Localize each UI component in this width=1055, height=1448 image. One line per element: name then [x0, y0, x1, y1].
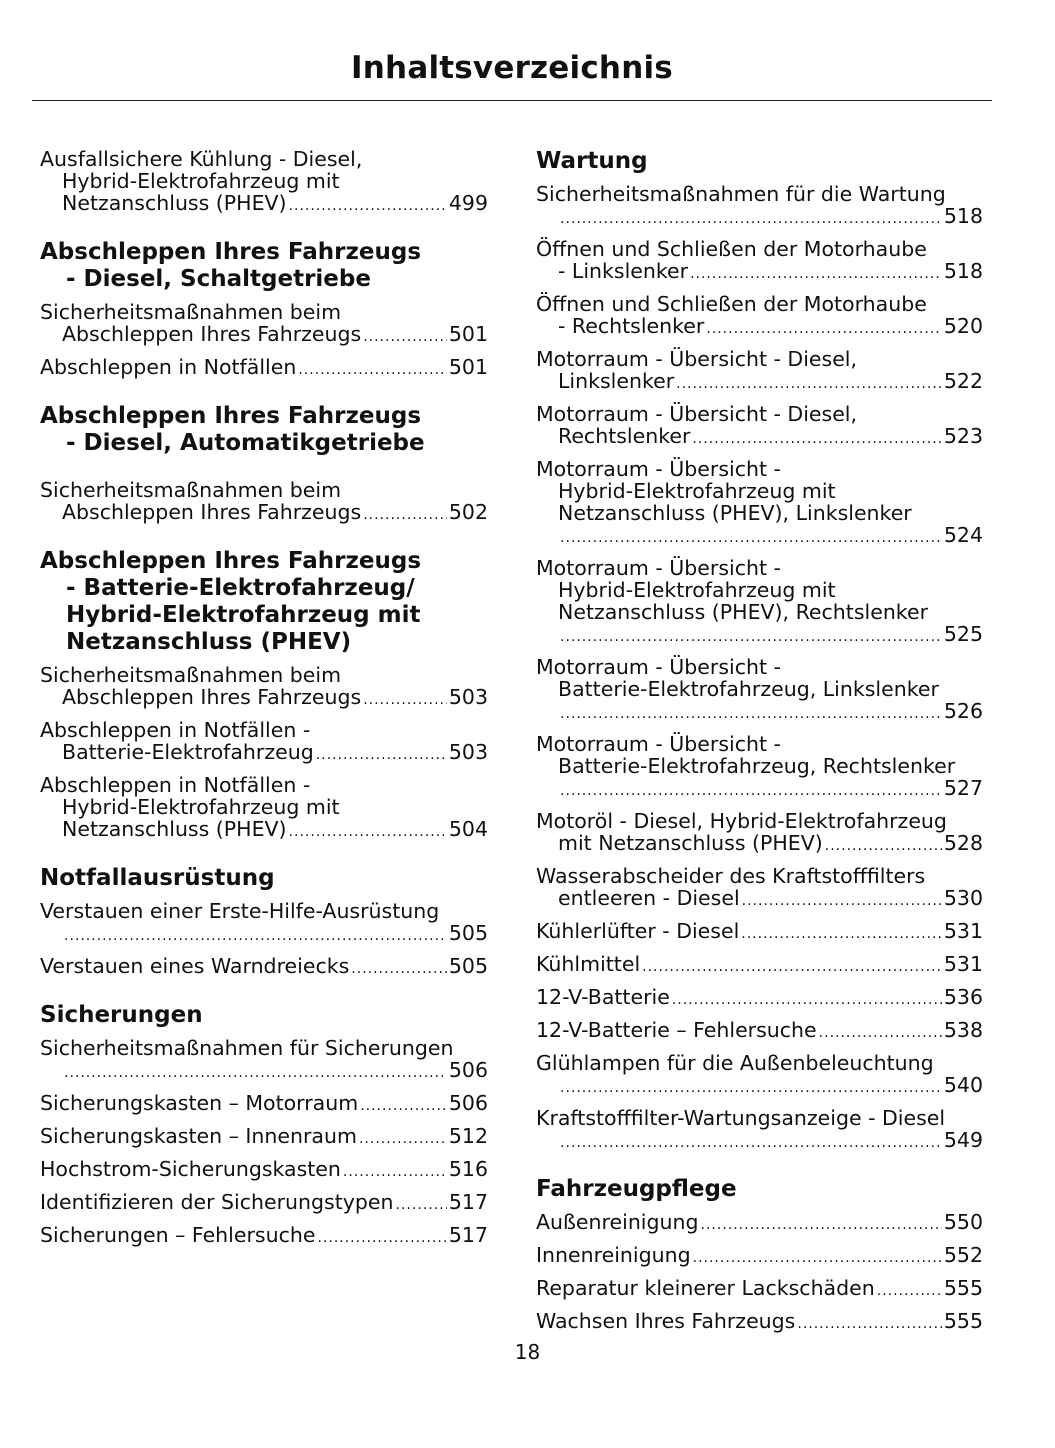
- toc-entry-text: Abschleppen Ihres Fahrzeugs: [62, 500, 362, 524]
- toc-entry-text: Abschleppen in Notfällen: [40, 355, 297, 379]
- toc-entry-kuehlmittel[interactable]: [536, 953, 983, 978]
- toc-entry-abschleppen-in-notfaellen[interactable]: [40, 356, 488, 381]
- toc-entry-sicherheitsmassnahmen-fuer-die-wartung[interactable]: [536, 183, 983, 230]
- section-heading-fahrzeugpflege: [536, 1176, 983, 1203]
- toc-entry-text: Sicherheitsmaßnahmen für Sicherungen: [40, 1036, 454, 1060]
- toc-entry-text: Kühlmittel: [536, 952, 641, 976]
- toc-entry-text: Linkslenker: [558, 369, 675, 393]
- toc-entry-text: Batterie-Elektrofahrzeug, Rechtslenker: [558, 754, 956, 778]
- toc-entry-text: Batterie-Elektrofahrzeug: [62, 740, 314, 764]
- section-heading-line: Sicherungen: [40, 1002, 203, 1028]
- toc-page-number: 530: [943, 886, 983, 910]
- toc-page-number: 549: [943, 1128, 983, 1152]
- dot-leader: [560, 703, 942, 725]
- dot-leader: [560, 780, 942, 802]
- toc-entry-text: Reparatur kleinerer Lackschäden: [536, 1276, 875, 1300]
- toc-entry-text: Motorraum - Übersicht -: [536, 556, 781, 580]
- toc-entry-text: Hybrid-Elektrofahrzeug mit: [558, 479, 836, 503]
- section-heading-abschleppen-ihres-fahrzeugs-diesel-autom: [40, 403, 488, 457]
- toc-entry-text: entleeren - Diesel: [558, 886, 740, 910]
- dot-leader: [298, 359, 447, 381]
- toc-entry-kuehlerluefter-diesel[interactable]: [536, 920, 983, 945]
- toc-page-number: 526: [943, 699, 983, 723]
- dot-leader: [316, 744, 447, 766]
- dot-leader: [819, 1022, 942, 1044]
- toc-page-number: 522: [943, 369, 983, 393]
- section-heading-line: Hybrid-Elektrofahrzeug mit: [66, 602, 421, 628]
- toc-entry-wasserabscheider-des-kraftstofffilters-e[interactable]: [536, 865, 983, 912]
- toc-entry-abschleppen-in-notfaellen-batterie-elekt[interactable]: [40, 719, 488, 766]
- toc-entry-text: Hybrid-Elektrofahrzeug mit: [62, 795, 340, 819]
- toc-entry-text: 12-V-Batterie – Fehlersuche: [536, 1018, 817, 1042]
- dot-leader: [676, 373, 942, 395]
- section-heading-sicherungen: [40, 1002, 488, 1029]
- toc-entry-text: Motoröl - Diesel, Hybrid-Elektrofahrzeug: [536, 809, 947, 833]
- toc-entry-motorraum-uebersicht-diesel-rechtslenker[interactable]: [536, 403, 983, 450]
- toc-entry-12-v-batterie-fehlersuche[interactable]: [536, 1019, 983, 1044]
- toc-page-number: 505: [448, 921, 488, 945]
- section-heading-line: Abschleppen Ihres Fahrzeugs: [40, 403, 422, 429]
- toc-entry-hochstrom-sicherungskasten[interactable]: [40, 1158, 488, 1183]
- dot-leader: [642, 956, 942, 978]
- dot-leader: [560, 208, 942, 230]
- dot-leader: [693, 1247, 942, 1269]
- toc-entry-sicherheitsmassnahmen-beim-abschleppen-i[interactable]: [40, 479, 488, 526]
- dot-leader: [343, 1161, 447, 1183]
- toc-page-number: 499: [448, 191, 488, 215]
- toc-entry-text: Netzanschluss (PHEV), Linkslenker: [558, 501, 912, 525]
- toc-entry-oeffnen-und-schliessen-der-motorhaube-re[interactable]: [536, 293, 983, 340]
- toc-page-number: 555: [943, 1276, 983, 1300]
- dot-leader: [396, 1194, 447, 1216]
- toc-entry-text: Öffnen und Schließen der Motorhaube: [536, 292, 927, 316]
- toc-page-number: 502: [448, 500, 488, 524]
- toc-entry-ausfallsichere-kuehlung-diesel-hybrid-el[interactable]: [40, 148, 488, 217]
- toc-entry-reparatur-kleinerer-lackschaeden[interactable]: [536, 1277, 983, 1302]
- toc-entry-text: Batterie-Elektrofahrzeug, Linkslenker: [558, 677, 939, 701]
- toc-entry-text: Hybrid-Elektrofahrzeug mit: [62, 169, 340, 193]
- toc-entry-text: Sicherheitsmaßnahmen beim: [40, 663, 342, 687]
- dot-leader: [690, 263, 942, 285]
- dot-leader: [363, 504, 447, 526]
- toc-entry-text: Identifizieren der Sicherungstypen: [40, 1190, 394, 1214]
- toc-page-number: 525: [943, 622, 983, 646]
- toc-entry-identifizieren-der-sicherungstypen[interactable]: [40, 1191, 488, 1216]
- toc-entry-sicherheitsmassnahmen-beim-abschleppen-i[interactable]: [40, 664, 488, 711]
- toc-entry-kraftstofffilter-wartungsanzeige-diesel[interactable]: [536, 1107, 983, 1154]
- toc-entry-text: Hochstrom-Sicherungskasten: [40, 1157, 341, 1181]
- dot-leader: [64, 925, 447, 947]
- dot-leader: [317, 1227, 446, 1249]
- toc-page-number: 523: [943, 424, 983, 448]
- dot-leader: [560, 1077, 942, 1099]
- section-heading-line: Wartung: [536, 148, 648, 174]
- section-heading-wartung: [536, 148, 983, 175]
- toc-page-number: 536: [943, 985, 983, 1009]
- toc-entry-text: Verstauen eines Warndreiecks: [40, 954, 350, 978]
- toc-entry-text: Hybrid-Elektrofahrzeug mit: [558, 578, 836, 602]
- toc-entry-text: Öffnen und Schließen der Motorhaube: [536, 237, 927, 261]
- dot-leader: [560, 626, 942, 648]
- dot-leader: [360, 1095, 447, 1117]
- toc-page-number: 520: [943, 314, 983, 338]
- toc-entry-text: Motorraum - Übersicht -: [536, 655, 781, 679]
- toc-entry-motorraum-uebersicht-hybrid-elektrofahrz[interactable]: [536, 458, 983, 549]
- section-heading-line: - Diesel, Schaltgetriebe: [66, 266, 371, 292]
- toc-page-number: 518: [943, 204, 983, 228]
- page-header: [32, 36, 992, 101]
- toc-page-number: 504: [448, 817, 488, 841]
- section-heading-notfallausruestung: [40, 865, 488, 892]
- toc-page-number: 538: [943, 1018, 983, 1042]
- dot-leader: [64, 1062, 447, 1084]
- toc-entry-text: Sicherheitsmaßnahmen beim: [40, 300, 342, 324]
- toc-page-number: 540: [943, 1073, 983, 1097]
- toc-page-number: 516: [448, 1157, 488, 1181]
- toc-page-number: 550: [943, 1210, 983, 1234]
- dot-leader: [351, 958, 447, 980]
- toc-entry-text: Kühlerlüfter - Diesel: [536, 919, 740, 943]
- toc-entry-text: Motorraum - Übersicht -: [536, 732, 781, 756]
- toc-entry-text: mit Netzanschluss (PHEV): [558, 831, 823, 855]
- toc-entry-text: Abschleppen in Notfällen -: [40, 718, 311, 742]
- toc-entry-text: Ausfallsichere Kühlung - Diesel,: [40, 147, 363, 171]
- dot-leader: [701, 1214, 942, 1236]
- toc-entry-sicherungskasten-innenraum[interactable]: [40, 1125, 488, 1150]
- dot-leader: [560, 527, 942, 549]
- toc-entry-text: Innenreinigung: [536, 1243, 691, 1267]
- toc-page-number: 517: [448, 1190, 488, 1214]
- toc-page-number: 552: [943, 1243, 983, 1267]
- toc-left-column: [40, 148, 488, 1257]
- dot-leader: [289, 195, 447, 217]
- dot-leader: [672, 989, 942, 1011]
- toc-entry-text: Abschleppen Ihres Fahrzeugs: [62, 685, 362, 709]
- toc-entry-text: Glühlampen für die Außenbeleuchtung: [536, 1051, 934, 1075]
- section-heading-line: - Diesel, Automatikgetriebe: [66, 430, 425, 456]
- toc-entry-motorraum-uebersicht-batterie-elektrofah[interactable]: [536, 656, 983, 725]
- section-heading-abschleppen-ihres-fahrzeugs-batterie-ele: [40, 548, 488, 656]
- toc-entry-text: Motorraum - Übersicht -: [536, 457, 781, 481]
- toc-page-number: 503: [448, 740, 488, 764]
- section-heading-line: - Batterie-Elektrofahrzeug/: [66, 575, 415, 601]
- toc-entry-verstauen-einer-erste-hilfe-ausruestung[interactable]: [40, 900, 488, 947]
- toc-entry-text: Abschleppen in Notfällen -: [40, 773, 311, 797]
- dot-leader: [359, 1128, 447, 1150]
- toc-entry-innenreinigung[interactable]: [536, 1244, 983, 1269]
- toc-entry-text: Wasserabscheider des Kraftstofffilters: [536, 864, 926, 888]
- dot-leader: [741, 923, 942, 945]
- dot-leader: [289, 821, 447, 843]
- toc-entry-gluehlampen-fuer-die-aussenbeleuchtung[interactable]: [536, 1052, 983, 1099]
- toc-entry-text: Sicherheitsmaßnahmen für die Wartung: [536, 182, 946, 206]
- dot-leader: [363, 689, 447, 711]
- dot-leader: [692, 428, 941, 450]
- toc-entry-text: Kraftstofffilter-Wartungsanzeige - Diesel: [536, 1106, 946, 1130]
- toc-entry-abschleppen-in-notfaellen-hybrid-elektro[interactable]: [40, 774, 488, 843]
- toc-page-number: 518: [943, 259, 983, 283]
- toc-entry-motoroel-diesel-hybrid-elektrofahrzeug-m[interactable]: [536, 810, 983, 857]
- toc-page-number: 512: [448, 1124, 488, 1148]
- toc-entry-motorraum-uebersicht-diesel-linkslenker[interactable]: [536, 348, 983, 395]
- toc-entry-text: Netzanschluss (PHEV): [62, 191, 287, 215]
- toc-right-column: [536, 148, 983, 1343]
- toc-entry-sicherungen-fehlersuche[interactable]: [40, 1224, 488, 1249]
- toc-page-number: 528: [943, 831, 983, 855]
- toc-entry-wachsen-ihres-fahrzeugs[interactable]: [536, 1310, 983, 1335]
- dot-leader: [742, 890, 942, 912]
- toc-page-number: 506: [448, 1091, 488, 1115]
- toc-entry-text: Abschleppen Ihres Fahrzeugs: [62, 322, 362, 346]
- section-heading-line: Fahrzeugpflege: [536, 1176, 737, 1202]
- toc-page-number: 555: [943, 1309, 983, 1333]
- toc-entry-sicherungskasten-motorraum[interactable]: [40, 1092, 488, 1117]
- toc-page-number: 506: [448, 1058, 488, 1082]
- dot-leader: [706, 318, 942, 340]
- toc-entry-text: Motorraum - Übersicht - Diesel,: [536, 402, 858, 426]
- dot-leader: [363, 326, 447, 348]
- toc-page-number: 501: [448, 322, 488, 346]
- toc-entry-sicherheitsmassnahmen-beim-abschleppen-i[interactable]: [40, 301, 488, 348]
- toc-entry-text: Sicherungen – Fehlersuche: [40, 1223, 316, 1247]
- toc-page-number: 517: [448, 1223, 488, 1247]
- toc-entry-oeffnen-und-schliessen-der-motorhaube-li[interactable]: [536, 238, 983, 285]
- toc-entry-text: Rechtslenker: [558, 424, 691, 448]
- section-heading-line: Notfallausrüstung: [40, 865, 275, 891]
- toc-page-number: 527: [943, 776, 983, 800]
- toc-entry-text: Motorraum - Übersicht - Diesel,: [536, 347, 858, 371]
- toc-entry-text: Netzanschluss (PHEV): [62, 817, 287, 841]
- section-heading-line: Abschleppen Ihres Fahrzeugs: [40, 239, 422, 265]
- toc-entry-motorraum-uebersicht-batterie-elektrofah[interactable]: [536, 733, 983, 802]
- toc-entry-sicherheitsmassnahmen-fuer-sicherungen[interactable]: [40, 1037, 488, 1084]
- toc-entry-text: Sicherungskasten – Innenraum: [40, 1124, 357, 1148]
- toc-page-number: 503: [448, 685, 488, 709]
- dot-leader: [560, 1132, 942, 1154]
- toc-entry-aussenreinigung[interactable]: [536, 1211, 983, 1236]
- toc-page-number: 531: [943, 952, 983, 976]
- toc-page-number: 501: [448, 355, 488, 379]
- toc-entry-12-v-batterie[interactable]: [536, 986, 983, 1011]
- page-title: Inhaltsverzeichnis: [351, 50, 673, 86]
- toc-entry-text: Sicherungskasten – Motorraum: [40, 1091, 359, 1115]
- toc-entry-text: Sicherheitsmaßnahmen beim: [40, 478, 342, 502]
- toc-entry-text: Wachsen Ihres Fahrzeugs: [536, 1309, 796, 1333]
- page-number: 18: [514, 1340, 541, 1364]
- toc-entry-text: - Linkslenker: [558, 259, 689, 283]
- toc-page-number: 524: [943, 523, 983, 547]
- toc-entry-motorraum-uebersicht-hybrid-elektrofahrz[interactable]: [536, 557, 983, 648]
- section-heading-line: Netzanschluss (PHEV): [66, 629, 352, 655]
- section-heading-line: Abschleppen Ihres Fahrzeugs: [40, 548, 422, 574]
- section-heading-abschleppen-ihres-fahrzeugs-diesel-schal: [40, 239, 488, 293]
- toc-entry-text: 12-V-Batterie: [536, 985, 670, 1009]
- toc-entry-text: Netzanschluss (PHEV), Rechtslenker: [558, 600, 928, 624]
- dot-leader: [877, 1280, 942, 1302]
- toc-page-number: 505: [448, 954, 488, 978]
- dot-leader: [825, 835, 942, 857]
- toc-entry-text: - Rechtslenker: [558, 314, 705, 338]
- dot-leader: [797, 1313, 941, 1335]
- toc-entry-verstauen-eines-warndreiecks[interactable]: [40, 955, 488, 980]
- toc-entry-text: Außenreinigung: [536, 1210, 699, 1234]
- toc-entry-text: Verstauen einer Erste-Hilfe-Ausrüstung: [40, 899, 440, 923]
- toc-page-number: 531: [943, 919, 983, 943]
